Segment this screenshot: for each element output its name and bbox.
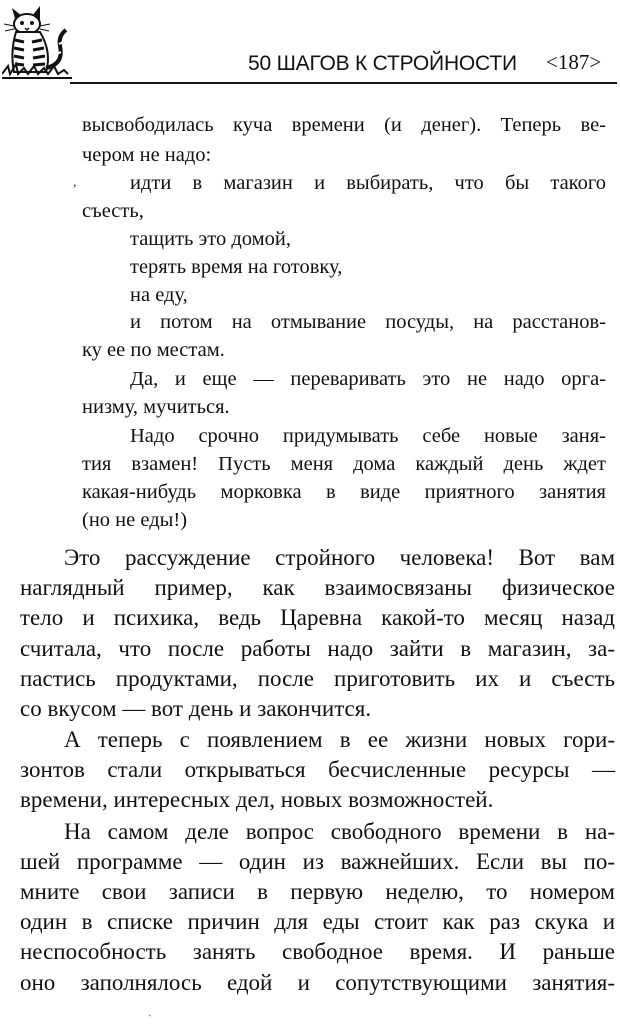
quote-line: тия взамен! Пусть меня дома каждый день ждет	[82, 453, 606, 475]
body-line: А теперь с появлением в ее жизни новых гори-	[64, 727, 615, 752]
quote-line: Да, и еще — переваривать это не надо орга-	[130, 368, 606, 390]
quote-line: тащить это домой,	[130, 228, 291, 250]
print-speck: ,	[73, 175, 77, 190]
book-title: 50 ШАГОВ К СТРОЙНОСТИ	[248, 52, 517, 75]
print-speck: `	[148, 1012, 152, 1026]
quote-line: на еду,	[130, 284, 188, 306]
quote-line: (но не еды!)	[82, 509, 188, 531]
quote-line: Надо срочно придумывать себе новые заня-	[130, 425, 606, 447]
quote-line: и потом на отмывание посуды, на расстанов-	[130, 311, 606, 333]
quote-line: какая-нибудь морковка в виде приятного занятия	[82, 481, 606, 503]
quote-line: чером не надо:	[82, 144, 212, 166]
body-line: неспособность занять свободное время. И раньше	[20, 939, 615, 964]
running-head	[0, 52, 620, 82]
body-line: тело и психика, ведь Царевна какой-то месяц назад	[20, 605, 615, 630]
page-number: <187>	[546, 50, 602, 74]
body-line: мните свои записи в первую неделю, то номером	[20, 879, 615, 904]
header-rule	[70, 82, 617, 84]
body-line: зонтов стали открываться бесчисленные ресурсы —	[20, 757, 615, 782]
body-line: со вкусом — вот день и закончится.	[20, 696, 372, 721]
quote-line: идти в магазин и выбирать, что бы такого	[130, 172, 606, 194]
body-line: времени, интересных дел, новых возможностей.	[20, 787, 494, 812]
body-line: пастись продуктами, после приготовить их и съесть	[20, 666, 615, 691]
body-line: Это рассуждение стройного человека! Вот вам	[64, 545, 615, 570]
quote-line: съесть,	[82, 200, 144, 222]
quote-line: терять время на готовку,	[130, 256, 343, 278]
quote-line: высвободилась куча времени (и денег). Теперь ве-	[82, 114, 606, 136]
quote-line: низму, мучиться.	[82, 396, 230, 418]
body-line: шей программе — один из важнейших. Если вы по-	[20, 849, 615, 874]
body-line: На самом деле вопрос свободного времени в на-	[64, 819, 615, 844]
body-line: один в списке причин для еды стоит как раз скука и	[20, 909, 615, 934]
body-line: оно заполнялось едой и сопутствующими занятия-	[20, 970, 615, 995]
body-line: наглядный пример, как взаимосвязаны физическое	[20, 575, 615, 600]
quote-line: ку ее по местам.	[82, 339, 225, 361]
body-line: считала, что после работы надо зайти в магазин, за-	[20, 636, 615, 661]
